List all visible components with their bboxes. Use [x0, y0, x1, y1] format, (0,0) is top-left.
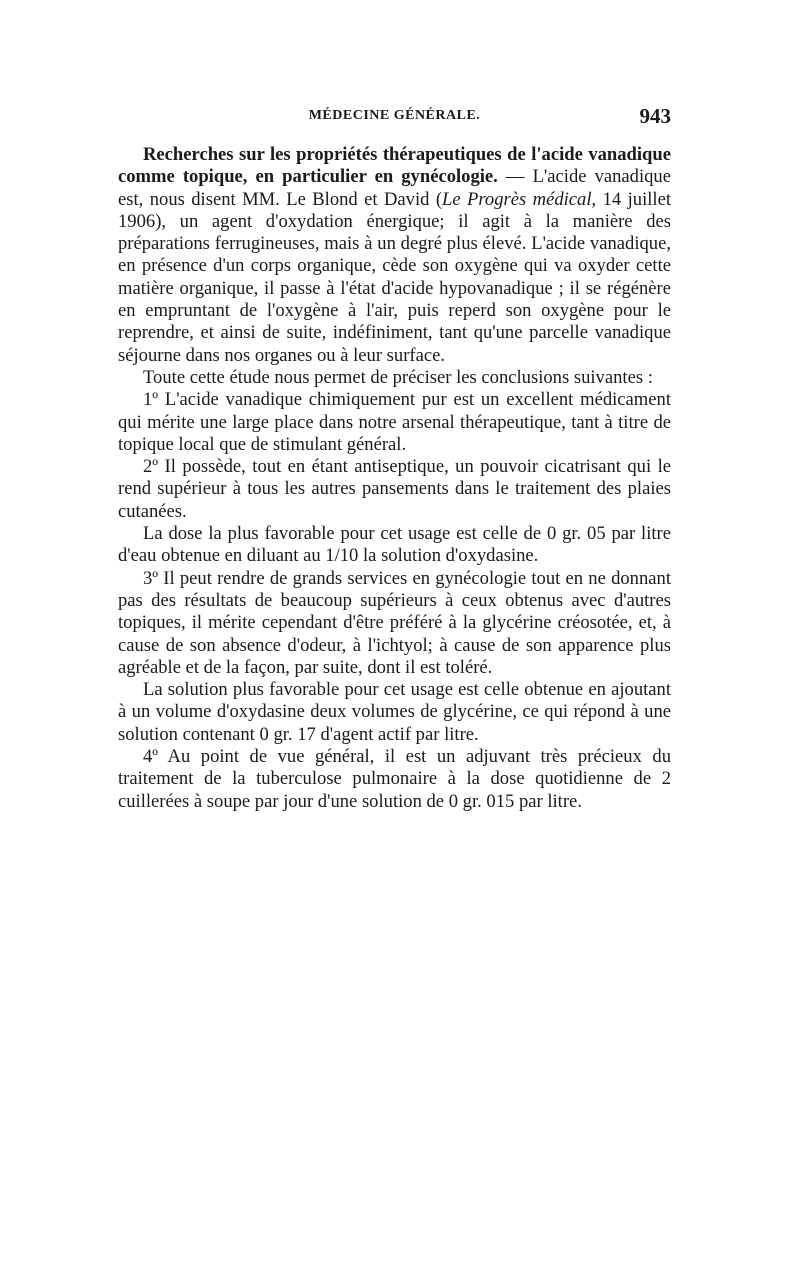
paragraph-intro: [118, 144, 671, 367]
conclusion-1: 1º L'acide vanadique chimiquement pur est un excellent médicament qui mérite une large place dans notre arsenal thérapeutique, tant à titre de topique local que de stimulant général.: [118, 389, 671, 455]
article-title: Recherches sur les propriétés thérapeutiques de l'acide vanadique comme topique, en particulier en gynécologie.: [118, 144, 671, 188]
conclusion-2: 2º Il possède, tout en étant antiseptique, un pouvoir cicatrisant qui le rend supérieur à tous les autres pansements dans le traitement des plaies cutanées.: [118, 456, 671, 522]
running-title: MÉDECINE GÉNÉRALE.: [308, 108, 481, 123]
conclusion-3: 3º Il peut rendre de grands services en gynécologie tout en ne donnant pas des résultats de beaucoup supérieurs à ceux obtenus avec d'autres topiques, il mérite cependant d'être préféré à la glycérine créosotée, et, à cause de son absence d'odeur, à l'ichtyol; à cause de son apparence plus agréable et de la façon, par suite, dont il est toléré.: [118, 567, 671, 678]
conclusion-4: 4º Au point de vue général, il est un adjuvant très précieux du traitement de la tuberculose pulmonaire à la dose quotidienne de 2 cuillerées à soupe par jour d'une solution de 0 gr. 015 par litre.: [118, 746, 671, 812]
page-number: 943: [639, 104, 671, 128]
paragraph-conclusions-intro: Toute cette étude nous permet de préciser les conclusions suivantes :: [143, 366, 653, 388]
paragraph-solution: La solution plus favorable pour cet usage est celle obtenue en ajoutant à un volume d'oxydasine deux volumes de glycérine, ce qui répond à une solution contenant 0 gr. 17 d'agent actif par litre.: [118, 679, 671, 745]
source-citation: Le Progrès médical: [442, 188, 592, 210]
article-body: [118, 144, 671, 813]
running-head: [118, 104, 671, 128]
paragraph-text: , 14 juillet 1906), un agent d'oxydation énergique; il agit à la manière des préparations ferrugineuses, mais à un degré plus élevé. L'acide vanadique, en présence d'un corps organique, cède son oxygène qui va oxyder cette matière organique, il passe à l'état d'acide hypovanadique ; il se régénère en empruntant de l'oxygène à l'air, puis reperd son oxygène pour le reprendre, et ainsi de suite, indéfiniment, tant qu'une parcelle vanadique séjourne dans nos organes ou à leur surface.: [118, 188, 671, 366]
book-page: [118, 104, 671, 1244]
paragraph-dose: La dose la plus favorable pour cet usage est celle de 0 gr. 05 par litre d'eau obtenue en diluant au 1/10 la solution d'oxydasine.: [118, 523, 671, 567]
paragraph-text: — L'acide vanadique est, nous disent MM. Le Blond et David (: [118, 166, 671, 210]
